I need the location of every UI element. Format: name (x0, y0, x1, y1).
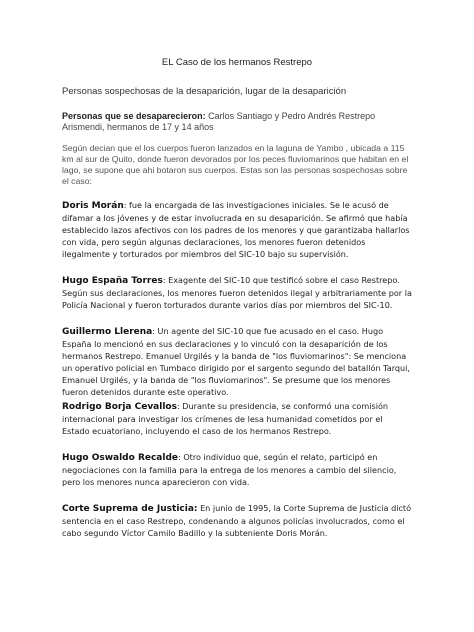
document-subtitle: Personas sospechosas de la desaparición, lugar de la desaparición (62, 86, 347, 97)
suspect-description: : Un agente del SIC-10 que fue acusado en el caso. Hugo España lo mencionó en sus declaraciones y lo vinculó con la desaparición de los hermanos Restrepo. Emanuel Urgilés y la banda de "los fluviomarinos": Se menciona un operativo policial en Tumbaco dirigido por el sargento segundo del batallón Tarqui, Emanuel Urgilés, y la banda de "los fluviomarinos". Se presume que los menores fueron detenidos durante este operativo. (62, 326, 410, 397)
suspect-entry-corte-suprema (62, 502, 412, 539)
document-title: EL Caso de los hermanos Restrepo (161, 57, 313, 68)
suspect-description: : Exagente del SIC-10 que testificó sobre el caso Restrepo. Según sus declaraciones, los menores fueron detenidos ilegal y arbitrariamente por la Policía Nacional y fueron torturados durante varios días por miembros del SIC-10. (62, 275, 412, 310)
suspect-entry-guillermo-llerena (62, 325, 412, 398)
suspect-entry-hugo-recalde (62, 451, 412, 488)
suspect-name: Rodrigo Borja Cevallos (62, 402, 177, 412)
suspect-name: Guillermo Llerena (62, 327, 153, 337)
suspect-name: Hugo Oswaldo Recalde (62, 453, 179, 463)
intro-paragraph: Según decian que el los cuerpos fueron lanzados en la laguna de Yambo , ubicada a 115 km al sur de Quito, donde fueron devorados por los peces fluviomarinos que habitan en el lago, se supone que ahi botaron sus cuerpos. Estas son las personas sospechosas sobre el caso: (62, 143, 409, 186)
suspect-entry-rodrigo-borja (62, 400, 412, 437)
suspect-name: Corte Suprema de Justicia: (62, 504, 198, 514)
disappeared-paragraph (62, 111, 412, 133)
suspect-entry-hugo-espana (62, 274, 412, 311)
suspect-description: : Durante su presidencia, se conformó una comisión internacional para investigar los crímenes de lesa humanidad cometidos por el Estado ecuatoriano, incluyendo el caso de los hermanos Restrepo. (62, 401, 389, 436)
suspect-description: En junio de 1995, la Corte Suprema de Justicia dictó sentencia en el caso Restrepo, condenando a algunos policías involucrados, como el cabo segundo Víctor Camilo Badillo y la subteniente Doris Morán. (62, 503, 412, 538)
suspect-description: : Otro individuo que, según el relato, participó en negociaciones con la familia para la entrega de los menores a cambio del silencio, pero los menores nunca aparecieron con vida. (62, 452, 397, 487)
suspect-name: Hugo España Torres (62, 276, 163, 286)
disappeared-text: Carlos Santiago y Pedro Andrés Restrepo Arismendi, hermanos de 17 y 14 años (62, 111, 376, 132)
suspect-description: : fue la encargada de las investigaciones iniciales. Se le acusó de difamar a los jóvenes y de estar involucrada en su desaparición. Se afirmó que había establecido lazos afectivos con los padres de los menores y que garantizaba hallarlos con vida, pero según algunas declaraciones, los menores fueron detenidos ilegalmente y torturados por miembros del SIC-10 bajo su supervisión. (62, 200, 410, 259)
suspect-name: Doris Morán (62, 201, 124, 211)
disappeared-label: Personas que se desaparecieron: (62, 111, 206, 121)
suspect-entry-doris-moran (62, 199, 412, 260)
